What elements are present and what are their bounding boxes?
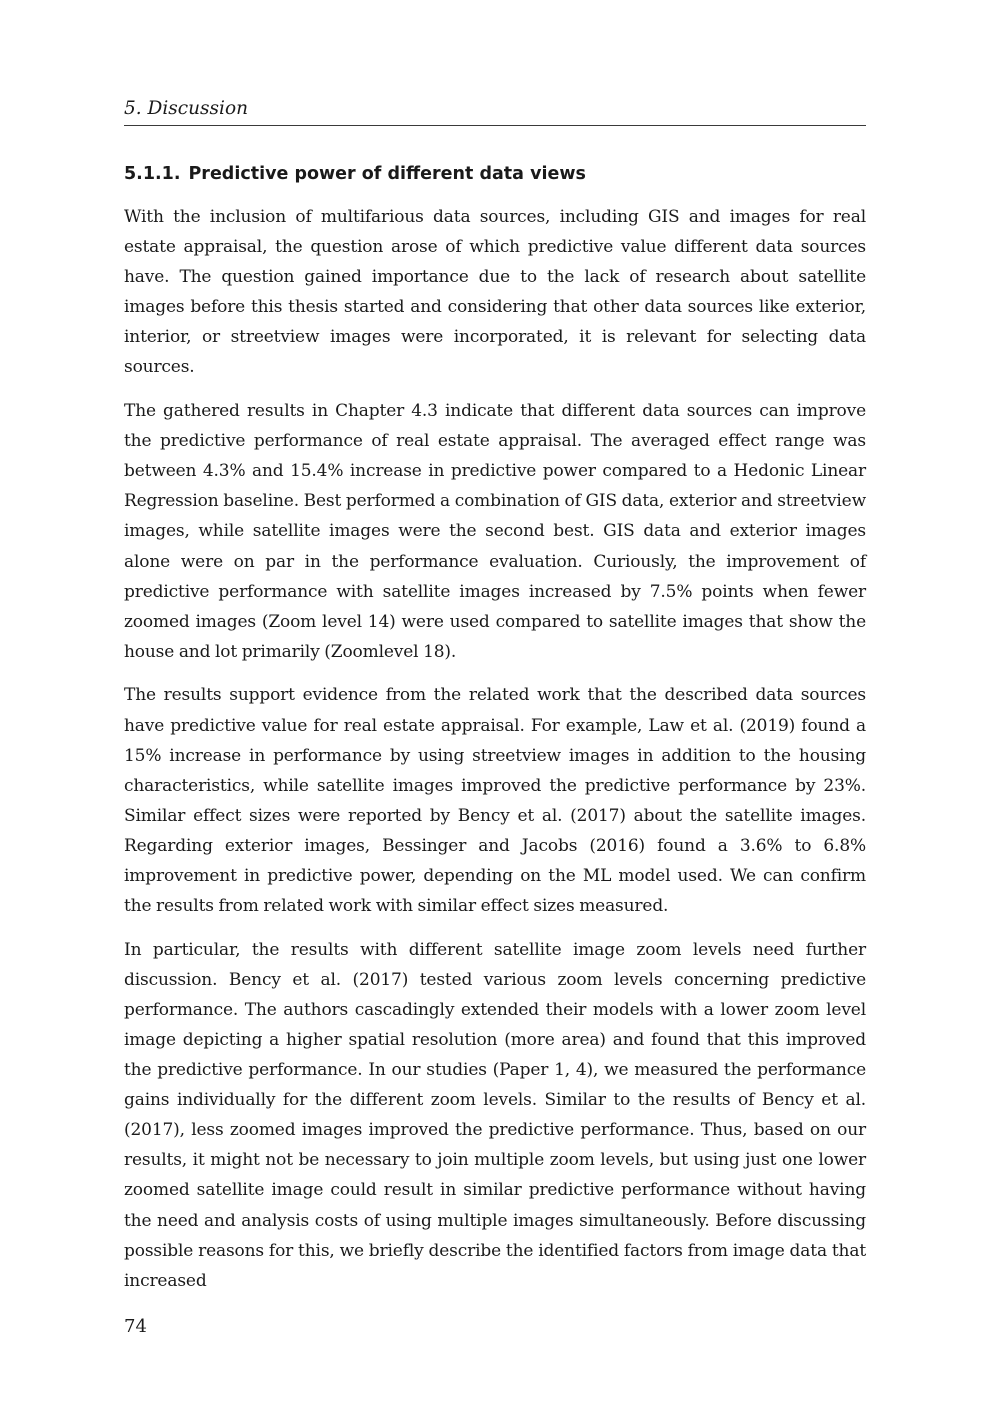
paragraph-gathered-results: The gathered results in Chapter 4.3 indicate that different data sources can improve the predictive performance of real estate appraisal. The averaged effect range was between 4.3% and 15.4% increase in predictive power compared to a Hedonic Linear Regression baseline. Best performed a combination of GIS data, exterior and streetview images, while satellite images were the second best. GIS data and exterior images alone were on par in the performance evaluation. Curiously, the improvement of predictive performance with satellite images increased by 7.5% points when fewer zoomed images (Zoom level 14) were used compared to satellite images that show the house and lot primarily (Zoomlevel 18). (124, 401, 866, 662)
section-title: Predictive power of different data views (188, 164, 586, 184)
paragraph-data-sources: With the inclusion of multifarious data sources, including GIS and images for real estate appraisal, the question arose of which predictive value different data sources have. The question gained importance due to the lack of research about satellite images before this thesis started and considering that other data sources like exterior, interior, or streetview images were incorporated, it is relevant for selecting data sources. (124, 207, 866, 378)
paragraph-zoom-levels: In particular, the results with different satellite image zoom levels need further discussion. Bency et al. (2017) tested various zoom levels concerning predictive performance. The authors cascadingly extended their models with a lower zoom level image depicting a higher spatial resolution (more area) and found that this improved the predictive performance. In our studies (Paper 1, 4), we measured the performance gains individually for the different zoom levels. Similar to the results of Bency et al. (2017), less zoomed images improved the predictive performance. Thus, based on our results, it might not be necessary to join multiple zoom levels, but using just one lower zoomed satellite image could result in similar predictive performance without having the need and analysis costs of using multiple images simultaneously. Before discussing possible reasons for this, we briefly describe the identified factors from image data that increased (124, 939, 866, 1291)
running-header: 5. Discussion (124, 96, 866, 126)
section-heading (124, 161, 866, 187)
body-text (124, 202, 866, 1309)
section-number: 5.1.1. (124, 164, 181, 184)
paragraph-related-work: The results support evidence from the related work that the described data sources have predictive value for real estate appraisal. For example, Law et al. (2019) found a 15% increase in performance by using streetview images in addition to the housing characteristics, while satellite images improved the predictive performance by 23%. Similar effect sizes were reported by Bency et al. (2017) about the satellite images. Regarding exterior images, Bessinger and Jacobs (2016) found a 3.6% to 6.8% improvement in predictive power, depending on the ML model used. We can confirm the results from related work with similar effect sizes measured. (124, 685, 866, 917)
page-number: 74 (124, 1316, 147, 1337)
